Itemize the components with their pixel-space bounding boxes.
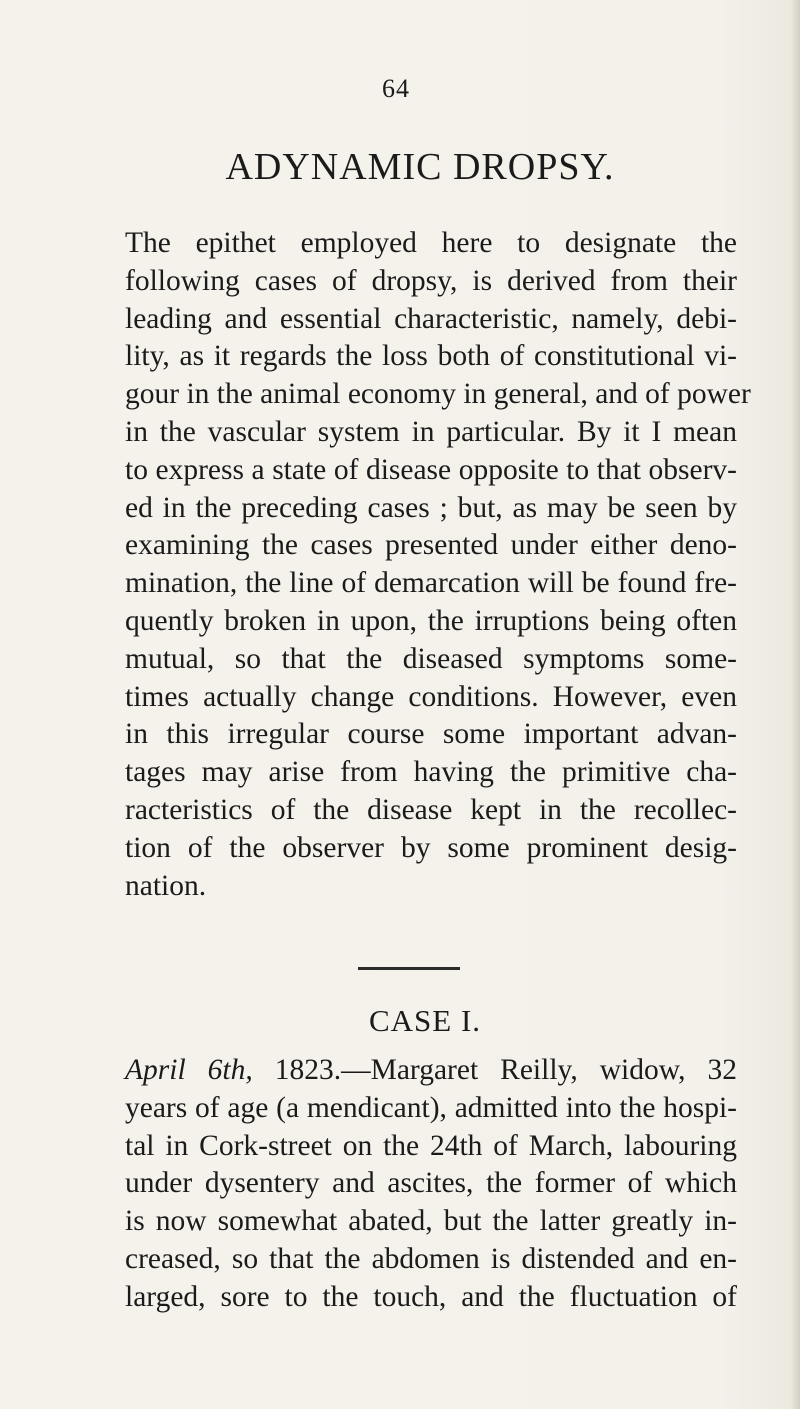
text-line: under dysentery and ascites, the former of which — [125, 1167, 737, 1200]
text-line: gour in the animal economy in general, and of power — [125, 378, 751, 411]
text-line: The epithet employed here to designate the — [125, 227, 737, 259]
text-line — [125, 1052, 737, 1090]
text-line: is now somewhat abated, but the latter greatly in- — [125, 1205, 737, 1238]
page-edge-shadow — [790, 0, 800, 1409]
text-line: tion of the observer by some prominent desig- — [125, 831, 737, 864]
text-line: times actually change conditions. However, even — [125, 680, 737, 713]
page-number: 64 — [382, 74, 410, 103]
text-line: years of age (a mendicant), admitted into the hospi- — [125, 1091, 737, 1124]
text-line: to express a state of disease opposite to that observ- — [125, 453, 737, 486]
text-line: in the vascular system in particular. By it I mean — [125, 415, 737, 448]
intro-paragraph — [125, 225, 751, 905]
section-divider — [358, 967, 460, 970]
text-line: mination, the line of demarcation will be found fre- — [125, 567, 737, 600]
text-line: lity, as it regards the loss both of constitutional vi- — [125, 340, 737, 373]
text-line: larged, sore to the touch, and the fluctuation of — [125, 1280, 737, 1313]
text-line: nation. — [125, 869, 207, 902]
text-line: ed in the preceding cases ; but, as may be seen by — [125, 491, 737, 524]
text-line: creased, so that the abdomen is distended and en- — [125, 1242, 737, 1275]
text-line: in this irregular course some important advan- — [125, 718, 737, 751]
text-line: tal in Cork-street on the 24th of March, labouring — [125, 1129, 737, 1162]
text-line: tages may arise from having the primitive cha- — [125, 756, 737, 789]
case-paragraph — [125, 1052, 737, 1317]
case-first-line-text: 1823.—Margaret Reilly, widow, 32 — [274, 1054, 737, 1086]
text-line: leading and essential characteristic, namely, debi- — [125, 302, 737, 335]
chapter-heading: ADYNAMIC DROPSY. — [225, 146, 615, 188]
text-line: examining the cases presented under either deno- — [125, 529, 737, 562]
text-line: racteristics of the disease kept in the recollec- — [125, 793, 737, 826]
text-line: mutual, so that the diseased symptoms some- — [125, 642, 737, 675]
text-line: following cases of dropsy, is derived from their — [125, 264, 737, 297]
case-heading: CASE I. — [368, 1003, 482, 1038]
text-line: quently broken in upon, the irruptions being often — [125, 604, 737, 637]
case-date: April 6th, — [125, 1054, 253, 1086]
